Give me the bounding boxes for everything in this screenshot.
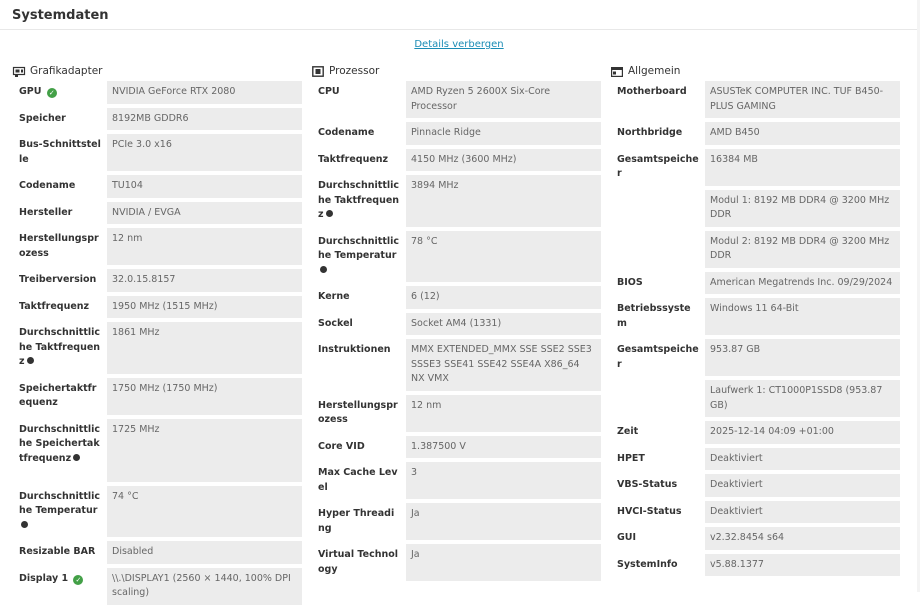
check-icon: ✓ [73,575,83,585]
general-row-gesamtspeicher [611,339,901,376]
general-row-betriebssystem [611,298,901,335]
check-icon: ✓ [47,88,57,98]
row-key [13,134,107,171]
general-rows [611,81,901,576]
row-key-label: Durchschnittliche Taktfrequenz [19,327,101,367]
cpu-rows [312,81,602,581]
gpu-row-taktfrequenz [13,296,303,319]
general-row-northbridge [611,122,901,145]
row-key-label: Durchschnittliche Temperatur [318,235,400,261]
row-key-label: Core VID [318,440,365,452]
row-value: American Megatrends Inc. 09/29/2024 [705,272,900,295]
cpu-section-title: Prozessor [329,65,380,77]
general-section [611,63,901,580]
row-key-label: Kerne [318,291,350,302]
gpu-row-speichertaktfrequenz [13,378,303,415]
row-key-label: Virtual Technology [318,549,399,575]
row-key-label: Codename [318,127,375,138]
gpu-row-herstellungsprozess [13,228,303,265]
row-value: \\.\DISPLAY1 (2560 × 1440, 100% DPI scaling) [107,568,302,605]
row-key [312,122,406,145]
row-key-label: Betriebssystem [617,303,691,329]
row-key-label: Display 1 [19,572,69,584]
row-value: NVIDIA GeForce RTX 2080 [107,81,302,104]
row-key [312,462,406,499]
gpu-row-durchschnittliche-speichertaktfrequenz [13,419,303,482]
gpu-section [13,63,303,609]
general-row-zeit [611,421,901,444]
row-key-label: Treiberversion [19,274,97,285]
row-key [611,272,705,295]
row-key [611,527,705,550]
row-key [312,436,406,459]
row-key [13,541,107,564]
gpu-row-hersteller [13,202,303,225]
row-value: NVIDIA / EVGA [107,202,302,225]
row-key-label: Motherboard [617,86,687,97]
gpu-icon [13,66,25,77]
general-row-motherboard [611,81,901,118]
row-key [611,122,705,145]
row-key-label: Gesamtspeicher [617,153,699,179]
row-value: Modul 2: 8192 MB DDR4 @ 3200 MHz DDR [705,231,900,268]
row-key [13,568,107,605]
row-value: Modul 1: 8192 MB DDR4 @ 3200 MHz DDR [705,190,900,227]
row-key [13,486,107,538]
row-key [13,228,107,265]
row-key-label: GUI [617,532,637,543]
row-value: v2.32.8454 s64 [705,527,900,550]
row-key-label: Herstellungsprozess [19,233,99,259]
row-key [611,421,705,444]
row-value: 3894 MHz [406,175,601,227]
row-key [312,544,406,581]
general-row-gui [611,527,901,550]
row-value: Deaktiviert [705,501,900,524]
cpu-row-core-vid [312,436,602,459]
general-row-systeminfo [611,554,901,577]
row-value: 12 nm [107,228,302,265]
row-value: 1861 MHz [107,322,302,374]
row-key-label: Max Cache Level [318,467,398,493]
row-key [312,286,406,309]
row-key-label: Bus-Schnittstelle [19,139,101,165]
title-divider [0,29,920,30]
row-key-label: Northbridge [617,127,683,138]
row-key-label: HVCI-Status [617,505,682,517]
row-key [13,322,107,374]
cpu-section [312,63,602,585]
cpu-row-herstellungsprozess [312,395,602,432]
row-value: 1950 MHz (1515 MHz) [107,296,302,319]
row-key [611,474,705,497]
row-value: Ja [406,503,601,540]
row-key [611,298,705,335]
row-key [611,231,705,268]
row-value: Pinnacle Ridge [406,122,601,145]
gpu-rows [13,81,303,605]
row-value: AMD B450 [705,122,900,145]
row-value: 8192MB GDDR6 [107,108,302,131]
row-key [312,81,406,118]
cpu-row-kerne [312,286,602,309]
row-key [611,190,705,227]
row-key-label: Hyper Threading [318,508,395,534]
row-key-label: Codename [19,180,76,191]
row-key [312,503,406,540]
row-key [611,501,705,524]
row-value: 74 °C [107,486,302,538]
row-key [611,339,705,376]
row-key [312,149,406,172]
row-value: Deaktiviert [705,474,900,497]
row-value: 16384 MB [705,149,900,186]
row-key-label: BIOS [617,276,643,288]
row-key-label: Durchschnittliche Temperatur [19,490,101,516]
row-key-label: Herstellungsprozess [318,399,398,425]
row-key [13,378,107,415]
info-icon[interactable] [326,210,333,217]
info-icon[interactable] [320,266,327,273]
row-key [312,313,406,336]
row-key-label: HPET [617,452,645,464]
row-value: AMD Ryzen 5 2600X Six-Core Processor [406,81,601,118]
row-key-label: SystemInfo [617,558,678,570]
gpu-row-bus-schnittstelle [13,134,303,171]
row-value: 12 nm [406,395,601,432]
row-value: 32.0.15.8157 [107,269,302,292]
row-key [312,339,406,391]
gpu-row-treiberversion [13,269,303,292]
general-section-title: Allgemein [628,65,681,77]
general-row-hvci-status [611,501,901,524]
row-key-label: VBS-Status [617,479,678,490]
row-value: MMX EXTENDED_MMX SSE SSE2 SSE3 SSSE3 SSE41 SSE42 SSE4A X86_64 NX VMX [406,339,601,391]
row-value: 3 [406,462,601,499]
cpu-row-cpu [312,81,602,118]
cpu-row-durchschnittliche-taktfrequenz [312,175,602,227]
row-key-label: Instruktionen [318,344,391,355]
gpu-row-durchschnittliche-taktfrequenz [13,322,303,374]
row-value: Disabled [107,541,302,564]
gpu-row-gpu [13,81,303,104]
cpu-row-instruktionen [312,339,602,391]
row-value: Socket AM4 (1331) [406,313,601,336]
gpu-section-title: Grafikadapter [30,65,103,77]
row-key [312,175,406,227]
gpu-row-display-1 [13,568,303,605]
row-key [13,108,107,131]
row-key [611,149,705,186]
cpu-row-hyper-threading [312,503,602,540]
row-key [13,296,107,319]
row-key-label: Sockel [318,317,353,329]
row-value: 2025-12-14 04:09 +01:00 [705,421,900,444]
row-value: ASUSTeK COMPUTER INC. TUF B450-PLUS GAMING [705,81,900,118]
general-row-continuation [611,380,901,417]
gpu-section-header [13,63,303,79]
row-value: Windows 11 64-Bit [705,298,900,335]
general-row-gesamtspeicher [611,149,901,186]
row-key [611,554,705,577]
cpu-row-taktfrequenz [312,149,602,172]
row-value: 1.387500 V [406,436,601,459]
row-key [13,419,107,482]
row-key [312,395,406,432]
row-key [611,380,705,417]
info-icon[interactable] [21,521,28,528]
gpu-row-resizable-bar [13,541,303,564]
row-key-label: CPU [318,86,340,97]
row-value: TU104 [107,175,302,198]
row-key-label: Taktfrequenz [19,300,90,312]
gpu-row-speicher [13,108,303,131]
hide-details-link[interactable]: Details verbergen [414,39,504,50]
general-row-hpet [611,448,901,471]
row-value: 953.87 GB [705,339,900,376]
cpu-row-codename [312,122,602,145]
general-section-header [611,63,901,79]
row-value: 78 °C [406,231,601,283]
row-key [13,175,107,198]
row-key-label: Zeit [617,426,639,437]
row-key-label: Durchschnittliche Taktfrequenz [318,180,400,220]
row-value: 1750 MHz (1750 MHz) [107,378,302,415]
general-row-continuation [611,231,901,268]
row-key-label: Taktfrequenz [318,153,389,165]
cpu-row-max-cache-level [312,462,602,499]
row-value: 1725 MHz [107,419,302,482]
row-key-label: Speichertaktfrequenz [19,382,97,408]
row-key [611,81,705,118]
gpu-row-durchschnittliche-temperatur [13,486,303,538]
row-key-label: Speicher [19,112,66,124]
row-value: Ja [406,544,601,581]
row-key [13,269,107,292]
row-key [611,448,705,471]
row-key-label: Hersteller [19,206,73,218]
cpu-section-header [312,63,602,79]
row-value: Laufwerk 1: CT1000P1SSD8 (953.87 GB) [705,380,900,417]
row-key [312,231,406,283]
info-icon[interactable] [73,454,80,461]
general-row-continuation [611,190,901,227]
window-icon [611,66,623,77]
row-value: 6 (12) [406,286,601,309]
info-icon[interactable] [27,357,34,364]
row-key [13,81,107,104]
cpu-row-durchschnittliche-temperatur [312,231,602,283]
row-value: 4150 MHz (3600 MHz) [406,149,601,172]
gpu-row-codename [13,175,303,198]
row-key-label: Resizable BAR [19,546,96,557]
row-value: v5.88.1377 [705,554,900,577]
row-key-label: GPU [19,86,42,97]
cpu-row-sockel [312,313,602,336]
general-row-bios [611,272,901,295]
cpu-icon [312,66,324,77]
page-title: Systemdaten [12,8,109,23]
row-key-label: Durchschnittliche Speichertaktfrequenz [19,423,101,464]
row-value: Deaktiviert [705,448,900,471]
row-key [13,202,107,225]
row-value: PCIe 3.0 x16 [107,134,302,171]
cpu-row-virtual-technology [312,544,602,581]
general-row-vbs-status [611,474,901,497]
row-key-label: Gesamtspeicher [617,344,699,370]
